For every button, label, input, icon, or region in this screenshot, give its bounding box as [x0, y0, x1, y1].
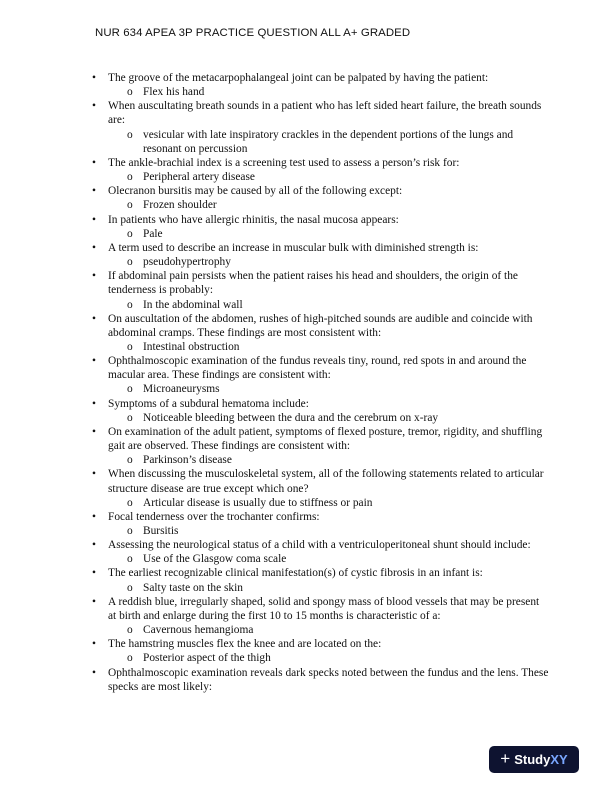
- sub-bullet-icon: o: [127, 624, 133, 637]
- bullet-icon: •: [92, 270, 96, 283]
- answer-text: Microaneurysms: [143, 383, 220, 396]
- question-item: [92, 213, 550, 227]
- question-text: On auscultation of the abdomen, rushes of high-pitched sounds are audible and coincide with abdominal cramps. These findings are most consistent with:: [108, 312, 533, 339]
- answer-text: Pale: [143, 227, 163, 240]
- answer-item: [92, 128, 550, 156]
- question-item: [92, 312, 550, 340]
- bullet-icon: •: [92, 100, 96, 113]
- sub-bullet-icon: o: [127, 171, 133, 184]
- sub-bullet-icon: o: [127, 199, 133, 212]
- answer-text: Bursitis: [143, 525, 179, 537]
- sub-bullet-icon: o: [127, 652, 133, 665]
- studyxy-badge[interactable]: [489, 746, 579, 773]
- sub-bullet-icon: o: [127, 86, 133, 99]
- question-text: Focal tenderness over the trochanter confirms:: [108, 510, 320, 523]
- answer-item: [92, 552, 550, 566]
- answer-item: [92, 170, 550, 184]
- question-text: The ankle-brachial index is a screening test used to assess a person’s risk for:: [108, 156, 460, 169]
- bullet-icon: •: [92, 156, 96, 169]
- sub-bullet-icon: o: [127, 227, 133, 240]
- question-item: [92, 538, 550, 552]
- sub-bullet-icon: o: [127, 454, 133, 467]
- bullet-icon: •: [92, 539, 96, 552]
- answer-item: [92, 227, 550, 241]
- sub-bullet-icon: o: [127, 411, 133, 424]
- answer-item: [92, 453, 550, 467]
- answer-item: [92, 496, 550, 510]
- answer-text: vesicular with late inspiratory crackles in the dependent portions of the lungs and resonant on percussion: [143, 128, 514, 155]
- bullet-icon: •: [92, 72, 96, 84]
- sub-bullet-icon: o: [127, 383, 133, 396]
- answer-text: Cavernous hemangioma: [143, 624, 254, 637]
- question-text: The earliest recognizable clinical manifestation(s) of cystic fibrosis in an infant is:: [108, 567, 483, 580]
- question-text: Symptoms of a subdural hematoma include:: [108, 397, 309, 410]
- answer-text: pseudohypertrophy: [143, 256, 231, 269]
- question-text: Assessing the neurological status of a child with a ventriculoperitoneal shunt should include:: [108, 539, 531, 552]
- sub-bullet-icon: o: [127, 340, 133, 353]
- bullet-icon: •: [92, 213, 96, 226]
- question-item: [92, 467, 550, 495]
- question-item: [92, 425, 550, 453]
- bullet-icon: •: [92, 185, 96, 198]
- bullet-icon: •: [92, 241, 96, 254]
- answer-item: [92, 198, 550, 212]
- answer-text: Intestinal obstruction: [143, 340, 240, 353]
- question-text: On examination of the adult patient, symptoms of flexed posture, tremor, rigidity, and shuffling gait are observed. These findings are consistent with:: [108, 425, 543, 453]
- answer-item: [92, 340, 550, 354]
- question-list: [92, 71, 550, 694]
- answer-item: [92, 382, 550, 396]
- bullet-icon: •: [92, 638, 96, 651]
- page-title: NUR 634 APEA 3P PRACTICE QUESTION ALL A+ GRADED: [95, 27, 411, 39]
- plus-icon: +: [500, 749, 511, 768]
- answer-text: Salty taste on the skin: [143, 581, 243, 594]
- question-item: [92, 354, 550, 382]
- question-text: When auscultating breath sounds in a patient who has left sided heart failure, the breath sounds are:: [108, 100, 542, 127]
- question-item: [92, 637, 550, 651]
- question-text: A reddish blue, irregularly shaped, solid and spongy mass of blood vessels that may be present at birth and enlarge during the first 10 to 15 months is characteristic of a:: [108, 595, 540, 622]
- bullet-icon: •: [92, 510, 96, 523]
- bullet-icon: •: [92, 397, 96, 410]
- sub-bullet-icon: o: [127, 553, 133, 566]
- question-text: A term used to describe an increase in muscular bulk with diminished strength is:: [108, 241, 479, 254]
- bullet-icon: •: [92, 355, 96, 368]
- question-text: In patients who have allergic rhinitis, the nasal mucosa appears:: [108, 213, 399, 226]
- bullet-icon: •: [92, 468, 96, 481]
- answer-text: Noticeable bleeding between the dura and the cerebrum on x-ray: [143, 411, 439, 424]
- answer-text: In the abdominal wall: [143, 298, 243, 311]
- question-text: Ophthalmoscopic examination of the fundus reveals tiny, round, red spots in and around the macular area. These findings are consistent with:: [108, 355, 527, 382]
- question-text: If abdominal pain persists when the patient raises his head and shoulders, the origin of the tenderness is probably:: [108, 270, 518, 297]
- question-item: [92, 99, 550, 127]
- sub-bullet-icon: o: [127, 256, 133, 269]
- sub-bullet-icon: o: [127, 298, 133, 311]
- question-text: Ophthalmoscopic examination reveals dark specks noted between the fundus and the lens. These specks are most likely:: [108, 666, 549, 693]
- answer-item: [92, 623, 550, 637]
- answer-text: Peripheral artery disease: [143, 171, 255, 184]
- answer-item: [92, 651, 550, 665]
- bullet-icon: •: [92, 425, 96, 438]
- question-item: [92, 269, 550, 297]
- question-item: [92, 595, 550, 623]
- question-text: When discussing the musculoskeletal system, all of the following statements related to articular structure disease are true except which one?: [108, 468, 544, 495]
- answer-item: [92, 85, 550, 99]
- sub-bullet-icon: o: [127, 581, 133, 594]
- sub-bullet-icon: o: [127, 496, 133, 509]
- question-item: [92, 510, 550, 524]
- answer-text: Articular disease is usually due to stiffness or pain: [143, 496, 373, 509]
- question-text: The groove of the metacarpophalangeal joint can be palpated by having the patient:: [108, 72, 489, 84]
- question-item: [92, 156, 550, 170]
- question-item: [92, 184, 550, 198]
- brand-label: StudyXY: [514, 752, 568, 767]
- question-text: The hamstring muscles flex the knee and are located on the:: [108, 638, 382, 651]
- question-item: [92, 71, 550, 85]
- answer-item: [92, 524, 550, 538]
- answer-text: Frozen shoulder: [143, 199, 217, 212]
- answer-item: [92, 255, 550, 269]
- question-text: Olecranon bursitis may be caused by all of the following except:: [108, 185, 403, 198]
- answer-text: Use of the Glasgow coma scale: [143, 553, 287, 566]
- sub-bullet-icon: o: [127, 128, 133, 141]
- answer-text: Posterior aspect of the thigh: [143, 652, 271, 665]
- bullet-icon: •: [92, 595, 96, 608]
- question-item: [92, 241, 550, 255]
- sub-bullet-icon: o: [127, 525, 133, 537]
- bullet-icon: •: [92, 567, 96, 580]
- bullet-icon: •: [92, 312, 96, 325]
- answer-text: Flex his hand: [143, 86, 205, 99]
- question-item: [92, 566, 550, 580]
- answer-item: [92, 581, 550, 595]
- question-item: [92, 666, 550, 694]
- question-item: [92, 397, 550, 411]
- bullet-icon: •: [92, 666, 96, 679]
- answer-item: [92, 298, 550, 312]
- answer-text: Parkinson’s disease: [143, 454, 232, 467]
- answer-item: [92, 411, 550, 425]
